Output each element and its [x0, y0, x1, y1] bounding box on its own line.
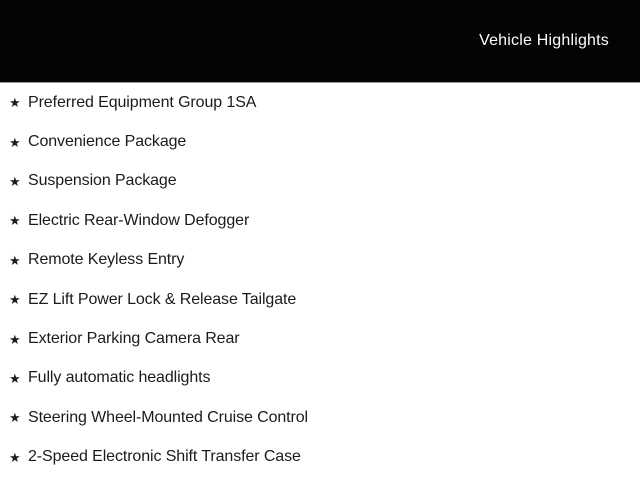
list-item-label: Convenience Package [28, 133, 187, 151]
list-item-label: Suspension Package [28, 172, 177, 190]
list-item [0, 83, 640, 122]
highlights-list [0, 83, 640, 477]
list-item-label: Steering Wheel-Mounted Cruise Control [28, 408, 308, 426]
star-bullet-icon: ★ [9, 331, 21, 347]
list-item [0, 201, 640, 240]
star-bullet-icon: ★ [9, 252, 21, 268]
star-bullet-icon: ★ [9, 370, 21, 386]
star-bullet-icon: ★ [9, 449, 21, 465]
list-item [0, 241, 640, 280]
list-item-label: Preferred Equipment Group 1SA [28, 93, 257, 111]
list-item-label: Remote Keyless Entry [28, 251, 185, 269]
list-item [0, 319, 640, 358]
list-item [0, 438, 640, 477]
star-bullet-icon: ★ [9, 292, 21, 308]
star-bullet-icon: ★ [9, 134, 21, 150]
list-item [0, 280, 640, 319]
star-bullet-icon: ★ [9, 95, 21, 111]
star-bullet-icon: ★ [9, 213, 21, 229]
header-bar [0, 0, 640, 83]
list-item [0, 122, 640, 161]
list-item-label: 2-Speed Electronic Shift Transfer Case [28, 448, 301, 466]
star-bullet-icon: ★ [9, 173, 21, 189]
list-item [0, 398, 640, 437]
list-item [0, 359, 640, 398]
list-item-label: EZ Lift Power Lock & Release Tailgate [28, 290, 297, 308]
list-item [0, 162, 640, 201]
page-title: Vehicle Highlights [479, 32, 609, 49]
list-item-label: Exterior Parking Camera Rear [28, 330, 240, 348]
list-item-label: Fully automatic headlights [28, 369, 211, 387]
star-bullet-icon: ★ [9, 410, 21, 426]
list-item-label: Electric Rear-Window Defogger [28, 211, 250, 229]
